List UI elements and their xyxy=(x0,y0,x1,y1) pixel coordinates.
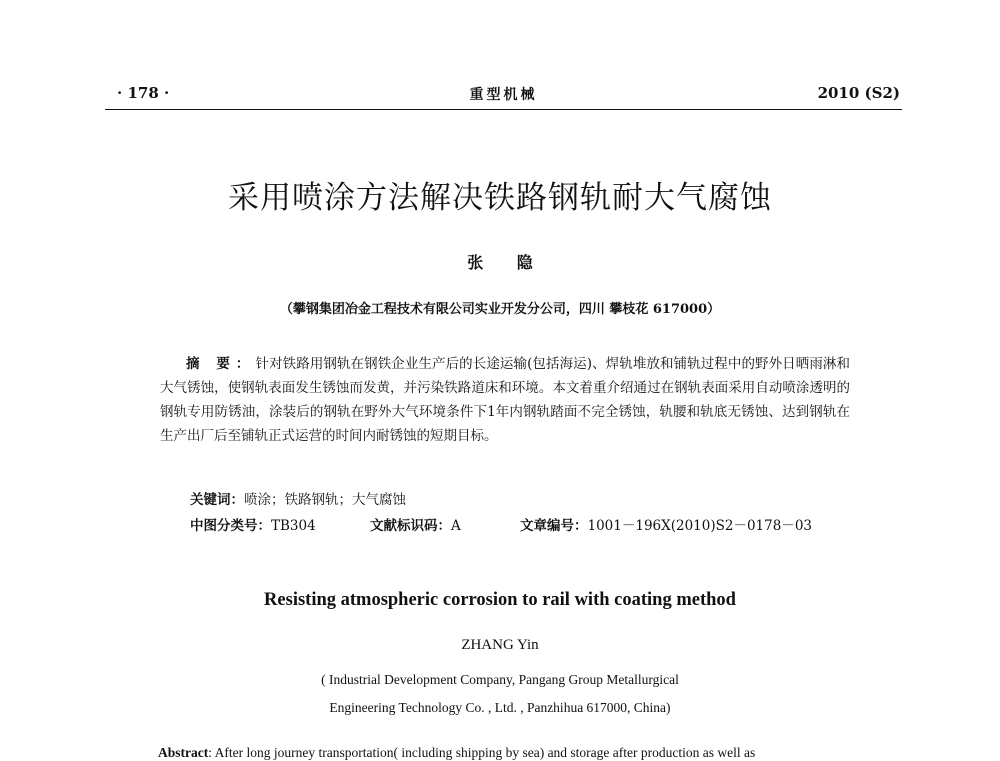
abstract-chinese xyxy=(160,352,850,448)
abstract-english-label: Abstract xyxy=(158,745,209,760)
title-chinese: 采用喷涂方法解决铁路钢轨耐大气腐蚀 xyxy=(228,180,772,216)
affiliation-english-line2: Engineering Technology Co. , Ltd. , Panzhihua 617000, China) xyxy=(329,700,671,715)
affiliation-english-line1: ( Industrial Development Company, Pangang Group Metallurgical xyxy=(321,672,679,687)
author-english: ZHANG Yin xyxy=(461,637,539,653)
keywords-text: 喷涂；铁路钢轨；大气腐蚀 xyxy=(244,492,406,508)
abstract-text: 针对铁路用钢轨在钢铁企业生产后的长途运输(包括海运)、焊轨堆放和铺轨过程中的野外日晒雨淋和大气锈蚀，使钢轨表面发生锈蚀而发黄，并污染铁路道床和环境。本文着重介绍通过在钢轨表面采用自动喷涂透明的钢轨专用防锈油，涂装后的钢轨在野外大气环境条件下1年内钢轨踏面不完全锈蚀，轨腰和轨底无锈蚀、达到钢轨在生产出厂后至铺轨正式运营的时间内耐锈蚀的短期目标。 xyxy=(160,356,850,444)
affiliation-english xyxy=(0,666,1000,722)
author-chinese: 张 隐 xyxy=(467,253,547,272)
abstract-label: 摘 要： xyxy=(186,356,256,372)
affiliation-chinese: （攀钢集团冶金工程技术有限公司实业开发分公司，四川 攀枝花 617000） xyxy=(279,302,721,317)
issue-label: 2010 (S2) xyxy=(817,84,900,102)
abstract-english-text: : After long journey transportation( including shipping by sea) and storage after production as well as xyxy=(208,745,756,760)
article-no-label: 文章编号： xyxy=(520,518,588,534)
abstract-english xyxy=(158,745,858,761)
journal-name: 重型机械 xyxy=(469,87,538,103)
article-no-value: 1001－196X(2010)S2－0178－03 xyxy=(587,518,812,534)
header-rule xyxy=(105,109,902,110)
keywords xyxy=(190,488,406,508)
title-english: Resisting atmospheric corrosion to rail with coating method xyxy=(264,590,736,610)
doc-code-label: 文献标识码： xyxy=(370,518,451,534)
running-header xyxy=(105,84,902,106)
classification-line xyxy=(190,514,890,534)
clc-value: TB304 xyxy=(271,518,316,534)
keywords-label: 关键词： xyxy=(190,492,244,508)
page-number: · 178 · xyxy=(117,84,170,102)
doc-code-value: A xyxy=(451,518,461,534)
clc-label: 中图分类号： xyxy=(190,518,271,534)
